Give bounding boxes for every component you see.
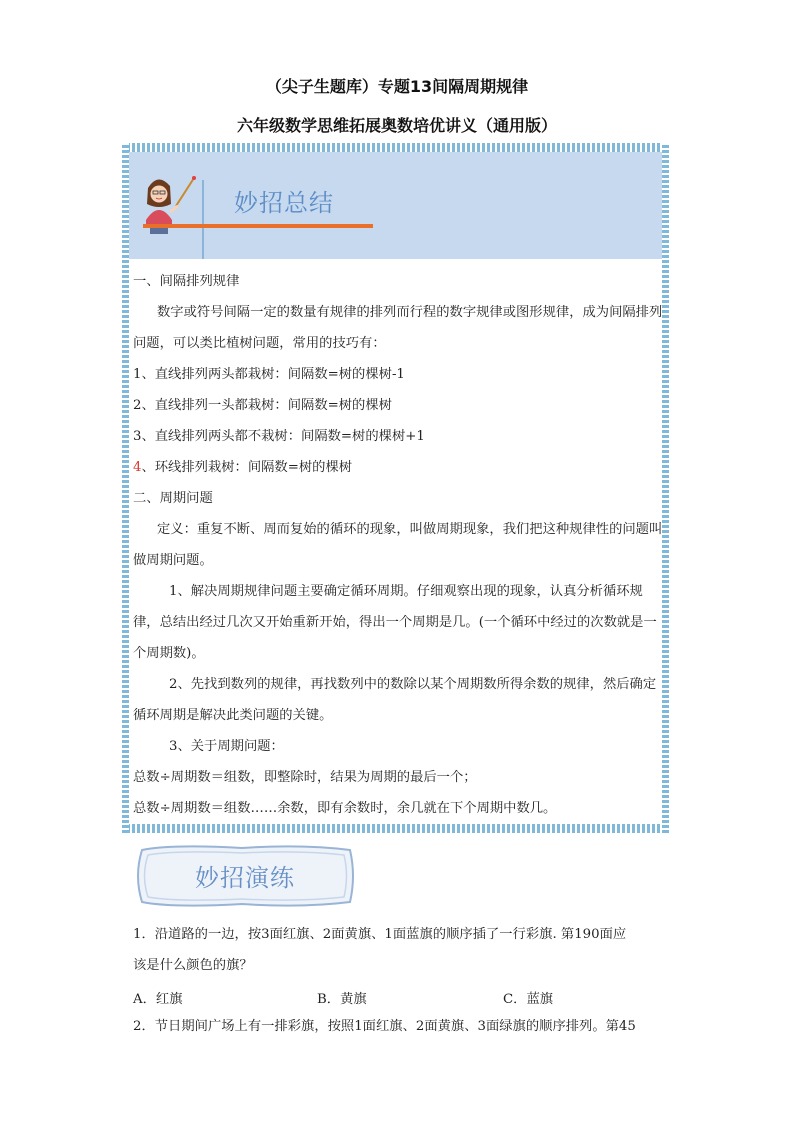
- summary-header-band: [129, 152, 662, 259]
- summary-content: [133, 266, 665, 824]
- section-heading: 一、间隔排列规律: [133, 274, 240, 289]
- formula-line: 总数÷周期数＝组数……余数，即有余数时，余几就在下个周期中数几。: [133, 801, 557, 816]
- question-1-option-c: C．蓝旗: [503, 992, 554, 1007]
- paragraph: 1、解决周期规律问题主要确定循环周期。仔细观察出现的现象，认真分析循环规律，总结出经过几次又开始重新开始，得出一个周期是几。(一个循环中经过的次数就是一个周期数)。: [133, 584, 657, 661]
- striped-border-left: [122, 143, 129, 833]
- rule-text: 、环线排列栽树：间隔数=树的棵树: [141, 460, 353, 475]
- heading-underline: [143, 224, 373, 228]
- paragraph: 定义：重复不断、周而复始的循环的现象，叫做周期现象，我们把这种规律性的问题叫做周期问题。: [133, 522, 663, 568]
- paragraph: 2、先找到数列的规律，再找数列中的数除以某个周期数所得余数的规律，然后确定循环周期是解决此类问题的关键。: [133, 677, 657, 723]
- striped-border-bottom: [122, 824, 669, 833]
- rule-item: 2、直线排列一头都栽树：间隔数=树的棵树: [133, 398, 392, 413]
- striped-border-top: [122, 143, 669, 152]
- rule-number: 4: [133, 460, 142, 475]
- header-divider-line: [202, 180, 204, 259]
- rule-item: 1、直线排列两头都栽树：间隔数=树的棵树-1: [133, 367, 405, 382]
- summary-heading: 妙招总结: [234, 189, 334, 217]
- practice-heading: 妙招演练: [195, 864, 295, 892]
- rule-item: [133, 452, 665, 483]
- document-title: （尖子生题库）专题13间隔周期规律: [265, 77, 529, 96]
- question-1-line-1: 1．沿道路的一边，按3面红旗、2面黄旗、1面蓝旗的顺序插了一行彩旗. 第190面应: [133, 927, 627, 942]
- summary-box: [122, 143, 669, 833]
- document-subtitle: 六年级数学思维拓展奥数培优讲义（通用版）: [236, 116, 557, 135]
- question-1-line-2: 该是什么颜色的旗？: [133, 958, 253, 973]
- paragraph: 数字或符号间隔一定的数量有规律的排列而行程的数字规律或图形规律，成为间隔排列问题，可以类比植树问题，常用的技巧有：: [133, 305, 663, 351]
- rule-item: 3、直线排列两头都不栽树：间隔数=树的棵树+1: [133, 429, 425, 444]
- question-1-option-b: B．黄旗: [317, 992, 367, 1007]
- paragraph: 3、关于周期问题：: [169, 739, 284, 754]
- formula-line: 总数÷周期数＝组数，即整除时，结果为周期的最后一个；: [133, 770, 477, 785]
- question-2-line-1: 2．节日期间广场上有一排彩旗，按照1面红旗、2面黄旗、3面绿旗的顺序排列。第45: [133, 1019, 636, 1034]
- section-heading: 二、周期问题: [133, 491, 213, 506]
- question-1-option-a: A．红旗: [133, 992, 183, 1007]
